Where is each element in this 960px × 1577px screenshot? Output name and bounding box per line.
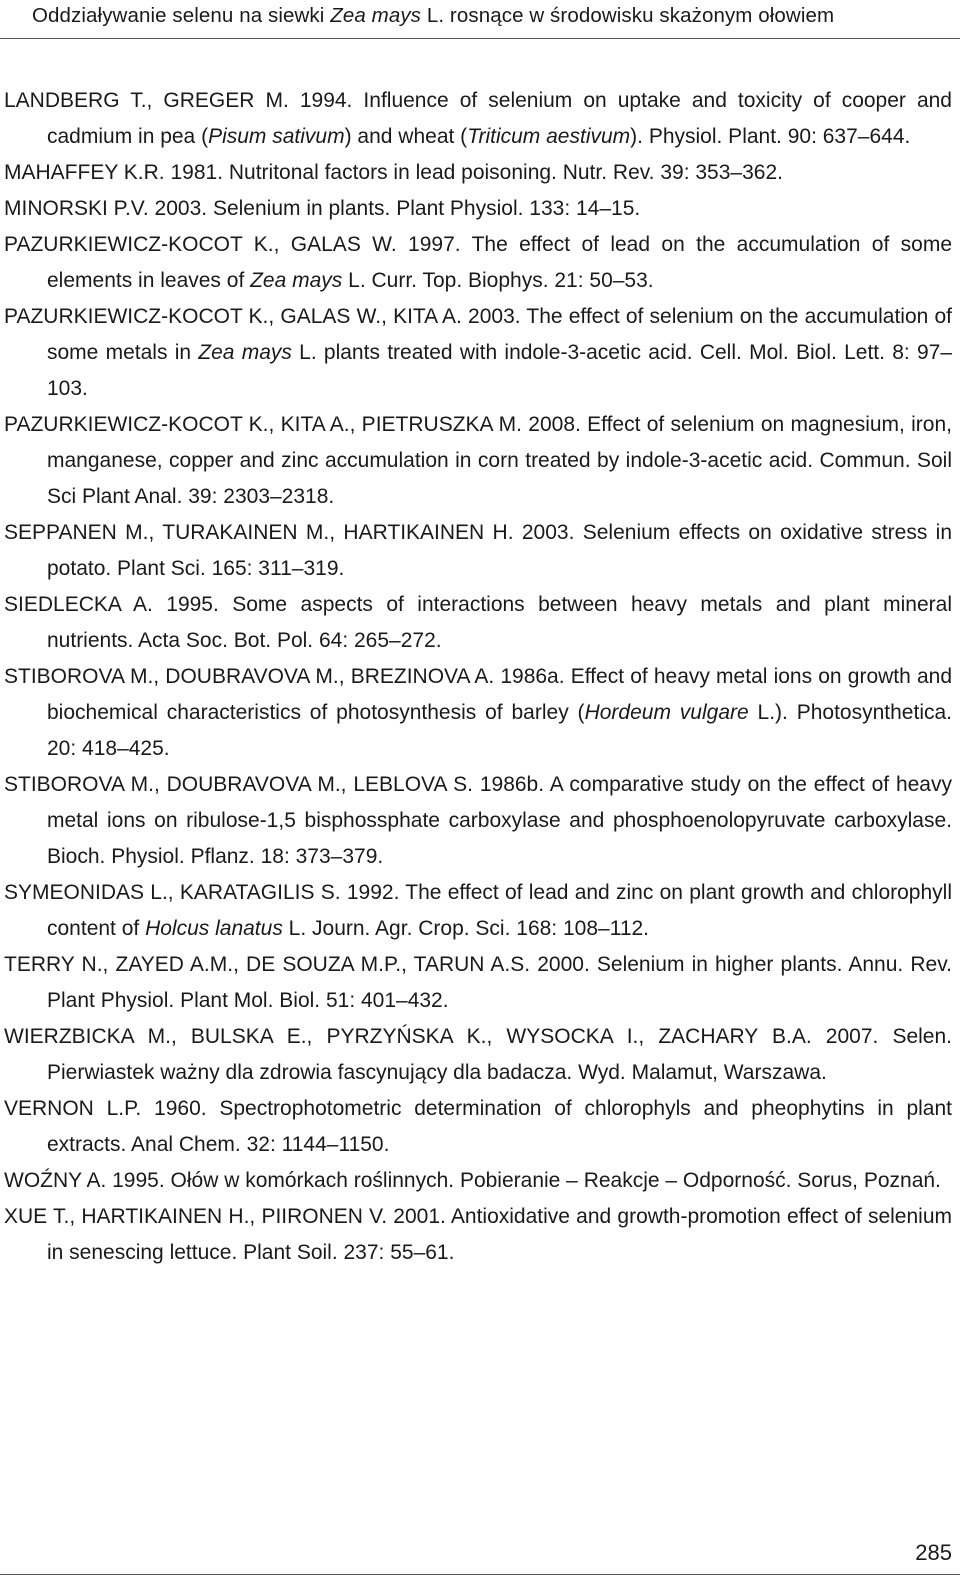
reference-item: XUE T., HARTIKAINEN H., PIIRONEN V. 2001. Antioxidative and growth-promotion effect of selenium in senescing lettuce. Plant Soil. 237: 55–61.	[4, 1205, 952, 1264]
reference-item: PAZURKIEWICZ-KOCOT K., KITA A., PIETRUSZKA M. 2008. Effect of selenium on magnesium, iron, manganese, copper and zinc accumulation in corn treated by indole-3-acetic acid. Commun. Soil Sci Plant Anal. 39: 2303–2318.	[4, 413, 952, 508]
footer-rule	[0, 1574, 960, 1575]
header-title	[32, 4, 834, 28]
reference-item: PAZURKIEWICZ-KOCOT K., GALAS W., KITA A. 2003. The effect of selenium on the accumulation of some metals in Zea mays L. plants treated with indole-3-acetic acid. Cell. Mol. Biol. Lett. 8: 97–103.	[4, 305, 952, 400]
reference-item: STIBOROVA M., DOUBRAVOVA M., BREZINOVA A. 1986a. Effect of heavy metal ions on growth and biochemical characteristics of photosynthesis of barley (Hordeum vulgare L.). Photosynthetica. 20: 418–425.	[4, 665, 952, 760]
reference-item: WOŹNY A. 1995. Ołów w komórkach roślinnych. Pobieranie – Reakcje – Odporność. Sorus, Poznań.	[4, 1169, 941, 1192]
running-header	[0, 0, 960, 39]
reference-item: STIBOROVA M., DOUBRAVOVA M., LEBLOVA S. 1986b. A comparative study on the effect of heavy metal ions on ribulose-1,5 bisphossphate carboxylase and phosphoenolopyruvate carboxylase. Bioch. Physiol. Pflanz. 18: 373–379.	[4, 773, 952, 868]
reference-item: MAHAFFEY K.R. 1981. Nutritonal factors in lead poisoning. Nutr. Rev. 39: 353–362.	[4, 161, 783, 184]
reference-item: VERNON L.P. 1960. Spectrophotometric determination of chlorophyls and pheophytins in plant extracts. Anal Chem. 32: 1144–1150.	[4, 1097, 952, 1156]
header-title-text-end: L. rosnące w środowisku skażonym ołowiem	[421, 4, 835, 27]
header-title-species: Zea mays	[330, 4, 422, 27]
reference-list	[4, 83, 952, 1271]
reference-item: MINORSKI P.V. 2003. Selenium in plants. Plant Physiol. 133: 14–15.	[4, 197, 641, 220]
reference-item: TERRY N., ZAYED A.M., DE SOUZA M.P., TARUN A.S. 2000. Selenium in higher plants. Annu. Rev. Plant Physiol. Plant Mol. Biol. 51: 401–432.	[4, 953, 952, 1012]
reference-item: SIEDLECKA A. 1995. Some aspects of interactions between heavy metals and plant mineral nutrients. Acta Soc. Bot. Pol. 64: 265–272.	[4, 593, 952, 652]
reference-item: WIERZBICKA M., BULSKA E., PYRZYŃSKA K., WYSOCKA I., ZACHARY B.A. 2007. Selen. Pierwiastek ważny dla zdrowia fascynujący dla badacza. Wyd. Malamut, Warszawa.	[4, 1025, 952, 1084]
reference-item: SEPPANEN M., TURAKAINEN M., HARTIKAINEN H. 2003. Selenium effects on oxidative stress in potato. Plant Sci. 165: 311–319.	[4, 521, 952, 580]
page-number: 285	[915, 1540, 952, 1565]
reference-item: SYMEONIDAS L., KARATAGILIS S. 1992. The effect of lead and zinc on plant growth and chlorophyll content of Holcus lanatus L. Journ. Agr. Crop. Sci. 168: 108–112.	[4, 881, 952, 940]
reference-item: PAZURKIEWICZ-KOCOT K., GALAS W. 1997. The effect of lead on the accumulation of some elements in leaves of Zea mays L. Curr. Top. Biophys. 21: 50–53.	[4, 233, 952, 292]
header-title-text: Oddziaływanie selenu na siewki	[32, 4, 331, 27]
reference-item: LANDBERG T., GREGER M. 1994. Influence of selenium on uptake and toxicity of cooper and cadmium in pea (Pisum sativum) and wheat (Triticum aestivum). Physiol. Plant. 90: 637–644.	[4, 89, 952, 148]
